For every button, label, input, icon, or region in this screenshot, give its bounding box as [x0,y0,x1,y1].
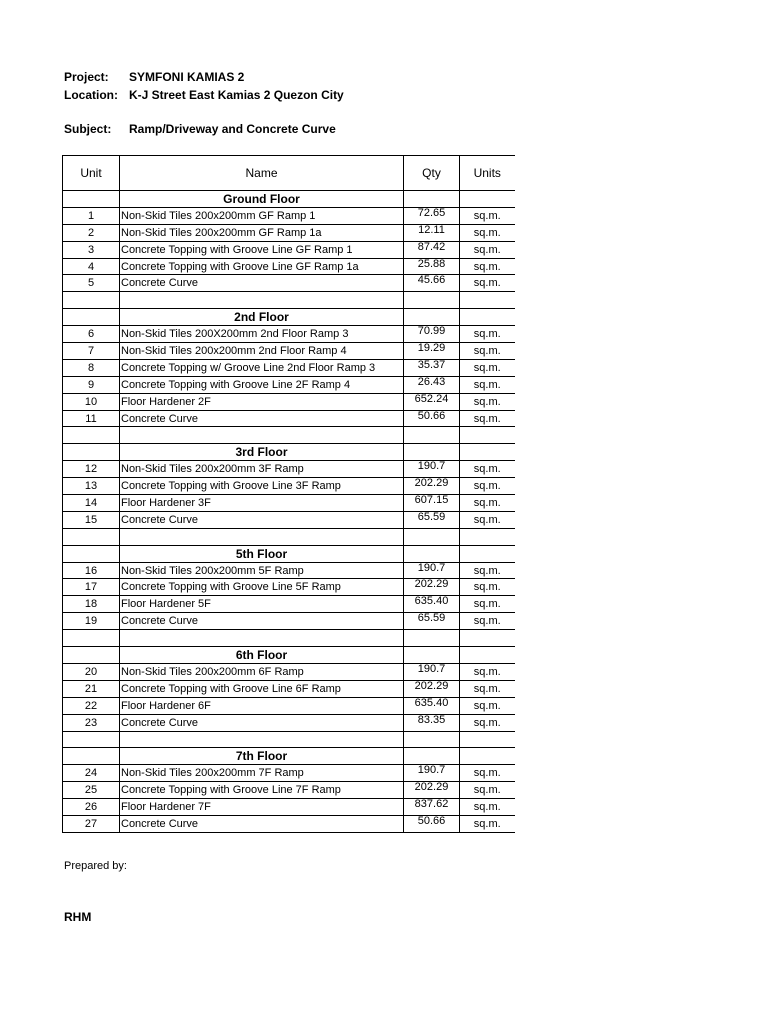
empty-cell [404,309,460,326]
name-cell: Concrete Topping with Groove Line 5F Ramp [120,579,404,596]
table-row [63,241,515,258]
unit-cell: 1 [63,207,120,224]
column-header-qty: Qty [404,156,460,191]
empty-cell [460,309,515,326]
empty-cell [404,545,460,562]
units-cell: sq.m. [460,461,515,478]
empty-cell [120,292,404,309]
unit-cell: 5 [63,275,120,292]
units-cell: sq.m. [460,343,515,360]
empty-cell [460,528,515,545]
table-row [63,359,515,376]
section-row [63,647,515,664]
table-row [63,393,515,410]
name-cell: Floor Hardener 5F [120,596,404,613]
name-cell: Concrete Topping with Groove Line 6F Ramp [120,680,404,697]
unit-cell: 19 [63,613,120,630]
units-cell: sq.m. [460,815,515,832]
empty-cell [460,630,515,647]
empty-cell [460,444,515,461]
section-title: 5th Floor [120,545,404,562]
column-header-units: Units [460,156,515,191]
units-cell: sq.m. [460,613,515,630]
empty-cell [63,528,120,545]
empty-cell [63,292,120,309]
units-cell: sq.m. [460,393,515,410]
empty-cell [404,427,460,444]
empty-cell [460,731,515,748]
qty-cell: 202.29 [404,478,460,495]
unit-cell: 27 [63,815,120,832]
name-cell: Non-Skid Tiles 200x200mm 5F Ramp [120,562,404,579]
name-cell: Concrete Topping with Groove Line 3F Ramp [120,478,404,495]
qty-cell: 50.66 [404,815,460,832]
name-cell: Floor Hardener 7F [120,799,404,816]
units-cell: sq.m. [460,511,515,528]
units-cell: sq.m. [460,241,515,258]
location-value: K-J Street East Kamias 2 Quezon City [129,88,344,102]
units-cell: sq.m. [460,562,515,579]
table-row [63,326,515,343]
location-label: Location: [64,88,118,102]
table-row [63,799,515,816]
qty-cell: 70.99 [404,326,460,343]
qty-cell: 12.11 [404,224,460,241]
units-cell: sq.m. [460,697,515,714]
units-cell: sq.m. [460,207,515,224]
empty-cell [404,748,460,765]
column-header-unit: Unit [63,156,120,191]
units-cell: sq.m. [460,275,515,292]
project-value: SYMFONI KAMIAS 2 [129,70,245,84]
unit-cell: 15 [63,511,120,528]
unit-cell: 2 [63,224,120,241]
empty-cell [404,647,460,664]
units-cell: sq.m. [460,376,515,393]
name-cell: Concrete Curve [120,410,404,427]
table-row [63,765,515,782]
table-row [63,511,515,528]
unit-cell: 22 [63,697,120,714]
empty-cell [404,292,460,309]
qty-cell: 190.7 [404,461,460,478]
name-cell: Concrete Topping with Groove Line GF Ramp 1a [120,258,404,275]
section-title: 2nd Floor [120,309,404,326]
subject-value: Ramp/Driveway and Concrete Curve [129,122,336,136]
qty-cell: 45.66 [404,275,460,292]
qty-cell: 190.7 [404,663,460,680]
name-cell: Floor Hardener 3F [120,495,404,512]
empty-cell [460,427,515,444]
empty-cell [404,630,460,647]
table-row [63,697,515,714]
blank-row [63,528,515,545]
column-header-name: Name [120,156,404,191]
table-row [63,343,515,360]
qty-cell: 72.65 [404,207,460,224]
qty-cell: 26.43 [404,376,460,393]
name-cell: Concrete Curve [120,815,404,832]
empty-cell [63,444,120,461]
qty-cell: 202.29 [404,782,460,799]
section-row [63,309,515,326]
units-cell: sq.m. [460,782,515,799]
units-cell: sq.m. [460,478,515,495]
name-cell: Concrete Topping with Groove Line 2F Ramp 4 [120,376,404,393]
units-cell: sq.m. [460,714,515,731]
empty-cell [460,191,515,208]
unit-cell: 11 [63,410,120,427]
empty-cell [460,647,515,664]
section-title: 3rd Floor [120,444,404,461]
unit-cell: 21 [63,680,120,697]
unit-cell: 18 [63,596,120,613]
name-cell: Non-Skid Tiles 200x200mm GF Ramp 1 [120,207,404,224]
unit-cell: 14 [63,495,120,512]
units-cell: sq.m. [460,495,515,512]
qty-cell: 35.37 [404,359,460,376]
units-cell: sq.m. [460,799,515,816]
unit-cell: 10 [63,393,120,410]
table-row [63,258,515,275]
units-cell: sq.m. [460,410,515,427]
qty-cell: 19.29 [404,343,460,360]
blank-row [63,292,515,309]
qty-cell: 190.7 [404,562,460,579]
section-title: 7th Floor [120,748,404,765]
qty-cell: 87.42 [404,241,460,258]
name-cell: Floor Hardener 6F [120,697,404,714]
table-row [63,478,515,495]
table-row [63,224,515,241]
table-row [63,782,515,799]
section-title: 6th Floor [120,647,404,664]
unit-cell: 17 [63,579,120,596]
units-cell: sq.m. [460,663,515,680]
table-row [63,275,515,292]
empty-cell [63,191,120,208]
qty-cell: 202.29 [404,579,460,596]
empty-cell [120,731,404,748]
unit-cell: 7 [63,343,120,360]
units-cell: sq.m. [460,326,515,343]
prepared-by-name: RHM [64,910,92,924]
name-cell: Floor Hardener 2F [120,393,404,410]
qty-cell: 50.66 [404,410,460,427]
qty-cell: 65.59 [404,511,460,528]
qty-cell: 65.59 [404,613,460,630]
name-cell: Concrete Curve [120,613,404,630]
units-cell: sq.m. [460,680,515,697]
empty-cell [404,528,460,545]
table-row [63,613,515,630]
qty-cell: 652.24 [404,393,460,410]
name-cell: Non-Skid Tiles 200x200mm 2nd Floor Ramp 4 [120,343,404,360]
name-cell: Concrete Topping w/ Groove Line 2nd Floor Ramp 3 [120,359,404,376]
table-row [63,663,515,680]
empty-cell [460,748,515,765]
empty-cell [404,731,460,748]
table-header-row [63,156,515,191]
qty-cell: 202.29 [404,680,460,697]
qty-cell: 635.40 [404,697,460,714]
empty-cell [63,427,120,444]
quantity-table [62,155,515,833]
table-row [63,376,515,393]
table-row [63,562,515,579]
units-cell: sq.m. [460,258,515,275]
table-row [63,410,515,427]
unit-cell: 6 [63,326,120,343]
name-cell: Concrete Curve [120,511,404,528]
name-cell: Non-Skid Tiles 200X200mm 2nd Floor Ramp 3 [120,326,404,343]
empty-cell [63,647,120,664]
unit-cell: 20 [63,663,120,680]
table-row [63,495,515,512]
empty-cell [404,444,460,461]
blank-row [63,630,515,647]
empty-cell [404,191,460,208]
unit-cell: 24 [63,765,120,782]
empty-cell [120,427,404,444]
units-cell: sq.m. [460,579,515,596]
section-row [63,191,515,208]
empty-cell [63,309,120,326]
unit-cell: 12 [63,461,120,478]
name-cell: Non-Skid Tiles 200x200mm 3F Ramp [120,461,404,478]
name-cell: Concrete Topping with Groove Line GF Ramp 1 [120,241,404,258]
subject-label: Subject: [64,122,112,136]
prepared-by-label: Prepared by: [64,860,127,872]
unit-cell: 3 [63,241,120,258]
qty-cell: 837.62 [404,799,460,816]
section-title: Ground Floor [120,191,404,208]
table-row [63,680,515,697]
table-row [63,815,515,832]
empty-cell [63,545,120,562]
name-cell: Concrete Curve [120,714,404,731]
empty-cell [460,545,515,562]
unit-cell: 9 [63,376,120,393]
units-cell: sq.m. [460,596,515,613]
unit-cell: 16 [63,562,120,579]
section-row [63,444,515,461]
blank-row [63,427,515,444]
table-body [63,156,515,833]
qty-cell: 607.15 [404,495,460,512]
unit-cell: 25 [63,782,120,799]
empty-cell [460,292,515,309]
units-cell: sq.m. [460,224,515,241]
unit-cell: 8 [63,359,120,376]
name-cell: Concrete Topping with Groove Line 7F Ramp [120,782,404,799]
empty-cell [120,630,404,647]
units-cell: sq.m. [460,359,515,376]
units-cell: sq.m. [460,765,515,782]
unit-cell: 26 [63,799,120,816]
name-cell: Non-Skid Tiles 200x200mm 7F Ramp [120,765,404,782]
blank-row [63,731,515,748]
qty-cell: 83.35 [404,714,460,731]
qty-cell: 635.40 [404,596,460,613]
project-label: Project: [64,70,109,84]
name-cell: Non-Skid Tiles 200x200mm GF Ramp 1a [120,224,404,241]
empty-cell [63,731,120,748]
section-row [63,748,515,765]
empty-cell [63,748,120,765]
table-row [63,579,515,596]
name-cell: Non-Skid Tiles 200x200mm 6F Ramp [120,663,404,680]
empty-cell [120,528,404,545]
qty-cell: 190.7 [404,765,460,782]
table-row [63,714,515,731]
table-row [63,207,515,224]
section-row [63,545,515,562]
table-row [63,461,515,478]
name-cell: Concrete Curve [120,275,404,292]
unit-cell: 13 [63,478,120,495]
unit-cell: 23 [63,714,120,731]
qty-cell: 25.88 [404,258,460,275]
table-row [63,596,515,613]
empty-cell [63,630,120,647]
unit-cell: 4 [63,258,120,275]
